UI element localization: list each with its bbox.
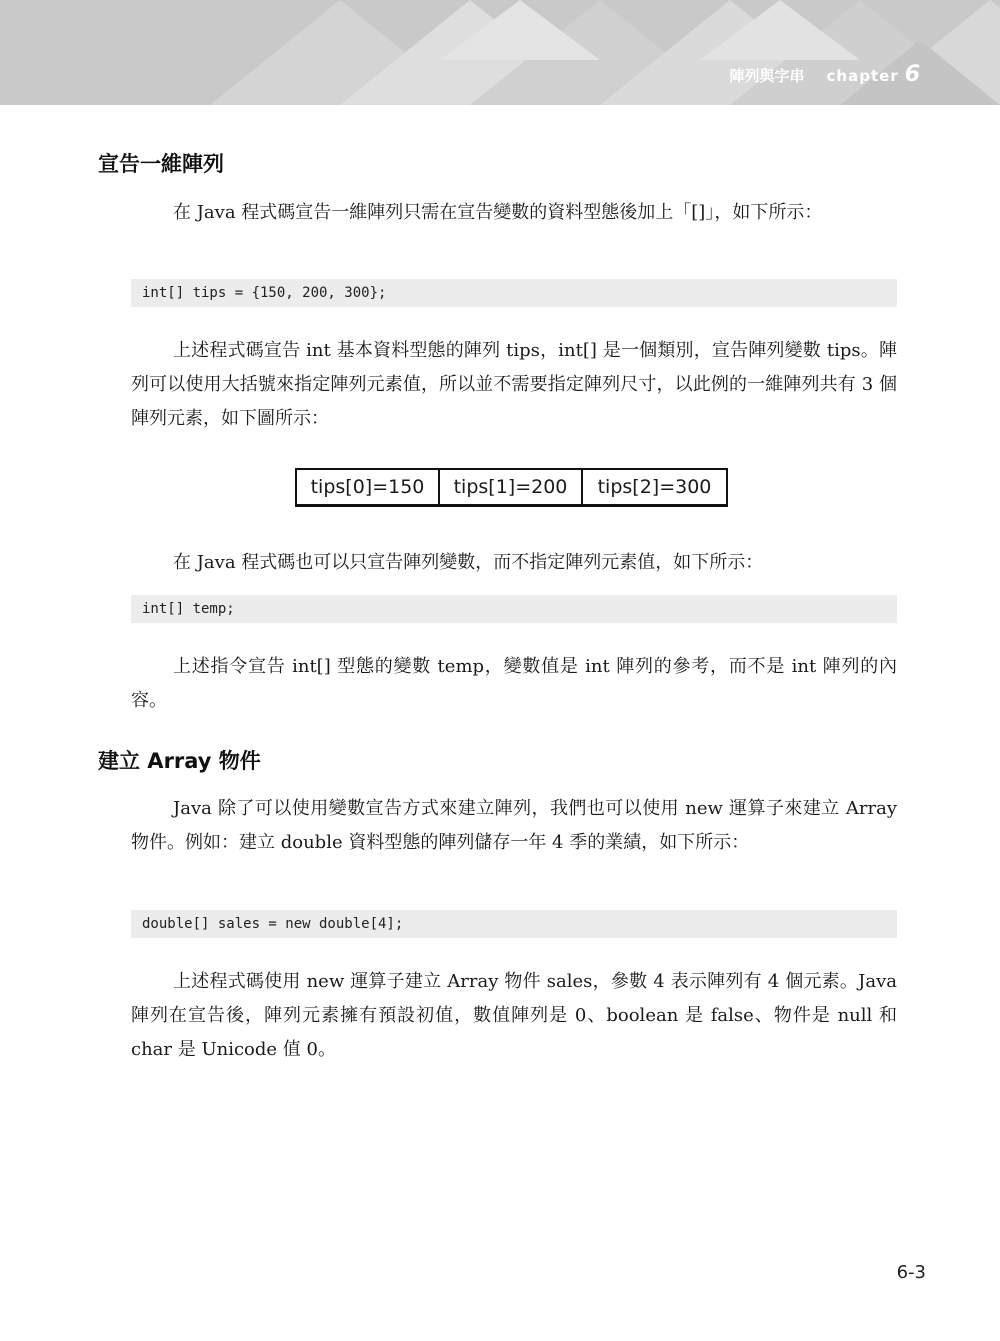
page-header <box>0 0 1000 105</box>
code-block-tips: int[] tips = {150, 200, 300}; <box>131 279 897 307</box>
section-heading-declare-array: 宣告一維陣列 <box>98 152 224 176</box>
array-diagram <box>295 468 728 507</box>
array-cell-1: tips[1]=200 <box>440 470 583 504</box>
paragraph-new-operator: Java 除了可以使用變數宣告方式來建立陣列，我們也可以使用 new 運算子來建立 Array 物件。例如：建立 double 資料型態的陣列儲存一年 4 季的業績，如下所示： <box>131 798 897 853</box>
section-heading-create-array: 建立 Array 物件 <box>98 749 261 773</box>
chapter-title: 陣列與字串 <box>729 67 805 85</box>
code-block-temp: int[] temp; <box>131 595 897 623</box>
paragraph-temp-explain: 上述指令宣告 int[] 型態的變數 temp，變數值是 int 陣列的參考，而不是 int 陣列的內容。 <box>131 656 897 711</box>
paragraph-declare-only: 在 Java 程式碼也可以只宣告陣列變數，而不指定陣列元素值，如下所示： <box>173 552 764 573</box>
array-cell-0: tips[0]=150 <box>297 470 440 504</box>
paragraph-sales-explain: 上述程式碼使用 new 運算子建立 Array 物件 sales，參數 4 表示陣列有 4 個元素。Java 陣列在宣告後，陣列元素擁有預設初值，數值陣列是 0、boolean 是 false、物件是 null 和 char 是 Unicode 值 0。 <box>131 971 897 1060</box>
code-block-sales: double[] sales = new double[4]; <box>131 910 897 938</box>
array-cell-2: tips[2]=300 <box>597 476 712 498</box>
header-triangle-pattern <box>0 0 1000 105</box>
chapter-label <box>730 62 921 87</box>
chapter-word: chapter <box>826 67 899 85</box>
paragraph-tips-explain: 上述程式碼宣告 int 基本資料型態的陣列 tips，int[] 是一個類別，宣告陣列變數 tips。陣列可以使用大括號來指定陣列元素值，所以並不需要指定陣列尺寸，以此例的一維陣列共有 3 個陣列元素，如下圖所示： <box>131 340 897 429</box>
page-number: 6-3 <box>896 1262 926 1283</box>
chapter-number: 6 <box>904 62 920 87</box>
paragraph-declare-intro: 在 Java 程式碼宣告一維陣列只需在宣告變數的資料型態後加上「[]」，如下所示： <box>173 202 823 223</box>
